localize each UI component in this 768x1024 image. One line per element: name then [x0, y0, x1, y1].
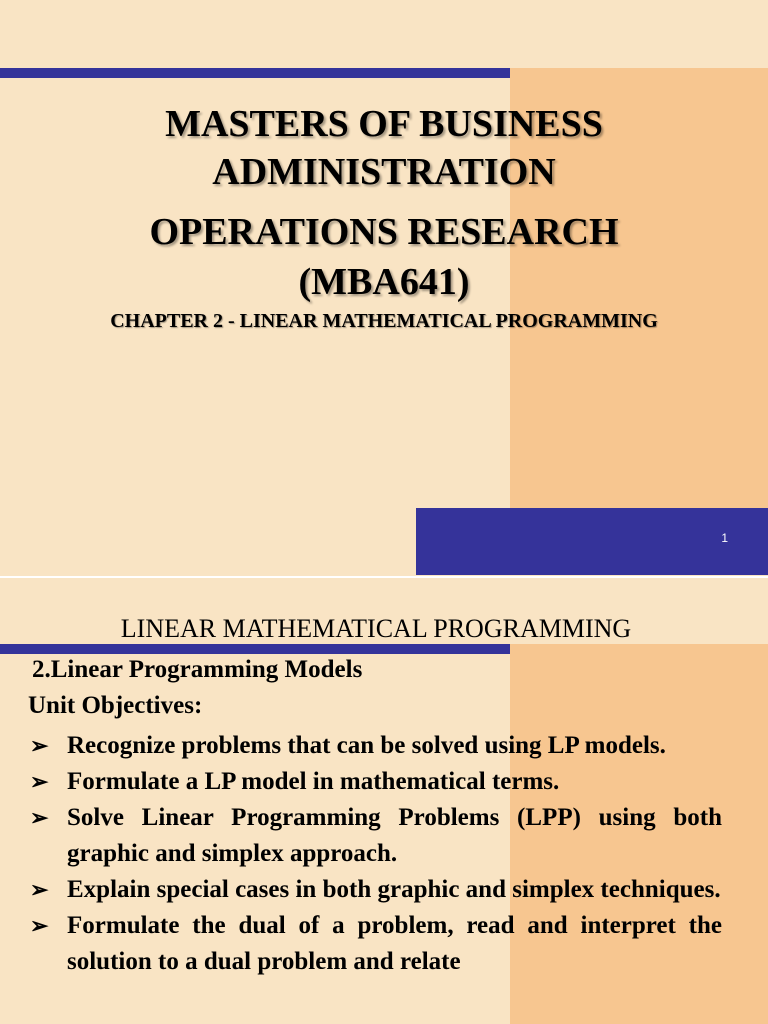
arrow-bullet-icon: ➢: [30, 877, 49, 902]
bullet-text: Formulate the dual of a problem, read and interpret the solution to a dual problem and relate: [67, 912, 722, 975]
objectives-label: Unit Objectives:: [28, 692, 203, 719]
list-item: [30, 764, 722, 800]
arrow-bullet-icon: ➢: [30, 769, 49, 794]
arrow-bullet-icon: ➢: [30, 733, 49, 758]
slide-2: [0, 578, 768, 1024]
slide-heading: LINEAR MATHEMATICAL PROGRAMMING: [120, 614, 632, 643]
page-number: 1: [721, 531, 728, 545]
bullet-text: Solve Linear Programming Problems (LPP) using both graphic and simplex approach.: [67, 804, 722, 867]
bullet-text: Recognize problems that can be solved using LP models.: [67, 732, 666, 759]
title-line-1: MASTERS OF BUSINESS: [165, 103, 603, 145]
list-item: [30, 800, 722, 872]
course-code: (MBA641): [298, 261, 470, 303]
blue-accent-bar: [0, 68, 510, 78]
bullet-text: Formulate a LP model in mathematical terms.: [67, 768, 560, 795]
list-item: [30, 908, 722, 980]
chapter-title: CHAPTER 2 - LINEAR MATHEMATICAL PROGRAMMING: [110, 310, 658, 332]
objectives-list: [30, 728, 722, 980]
list-item: [30, 728, 722, 764]
section-subheading: 2.Linear Programming Models: [32, 656, 363, 683]
blue-footer-bar: [416, 508, 768, 575]
arrow-bullet-icon: ➢: [30, 805, 49, 830]
title-line-3: OPERATIONS RESEARCH: [149, 211, 619, 253]
bullet-text: Explain special cases in both graphic and simplex techniques.: [67, 876, 721, 903]
arrow-bullet-icon: ➢: [30, 913, 49, 938]
list-item: [30, 872, 722, 908]
blue-accent-bar: [0, 644, 510, 654]
slide-title: [0, 100, 768, 333]
title-line-2: ADMINISTRATION: [212, 151, 556, 193]
